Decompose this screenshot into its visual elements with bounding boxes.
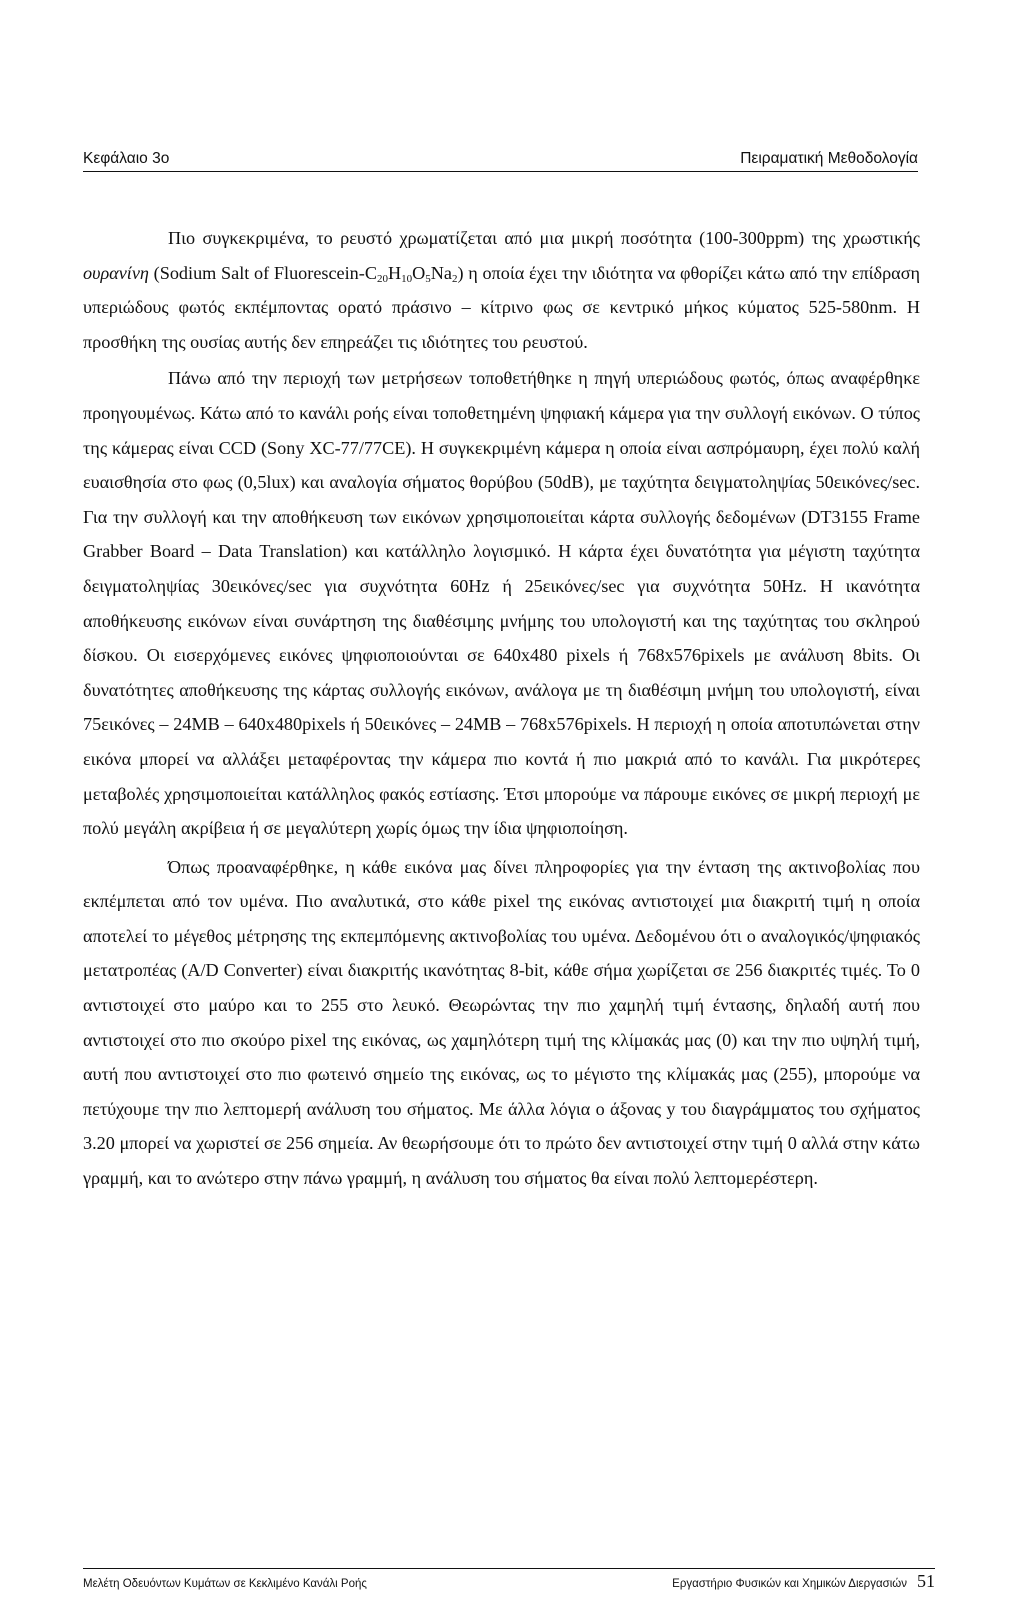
paragraph-3: Όπως προαναφέρθηκε, η κάθε εικόνα μας δίνει πληροφορίες για την ένταση της ακτινοβολίας που εκπέμπεται από τον υμένα. Πιο αναλυτικά, στο κάθε pixel της εικόνας αντιστοιχεί μια διακριτή τιμή η οποία αποτελεί το μέγεθος μέτρησης της εκπεμπόμενης ακτινοβολίας του υμένα. Δεδομένου ότι ο αναλογικός/ψηφιακός μετατροπέας (A/D Converter) είναι διακριτής ικανότητας 8-bit, κάθε σήμα χωρίζεται σε 256 διακριτές τιμές. Το 0 αντιστοιχεί στο μαύρο και το 255 στο λευκό. Θεωρώντας την πιο χαμηλή τιμή έντασης, δηλαδή αυτή που αντιστοιχεί στο πιο σκούρο pixel της εικόνας, ως χαμηλότερη τιμή της κλίμακάς μας (0) και την πιο υψηλή τιμή, αυτή που αντιστοιχεί στο πιο φωτεινό σημείο της εικόνας, ως το μέγιστο της κλίμακάς μας (255), μπορούμε να πετύχουμε την πιο λεπτομερή ανάλυση του σήματος. Με άλλα λόγια ο άξονας y του διαγράμματος του σχήματος 3.20 μπορεί να χωριστεί σε 256 σημεία. Αν θεωρήσουμε ότι το πρώτο δεν αντιστοιχεί στην τιμή 0 αλλά στην κάτω γραμμή, και το ανώτερο στην πάνω γραμμή, η ανάλυση του σήματος θα είναι πολύ λεπτομερέστερη. [83,856,920,1189]
footer-title: Μελέτη Οδευόντων Κυμάτων σε Κεκλιμένο Κανάλι Ροής [83,1578,367,1590]
paragraph-1: Πιο συγκεκριμένα, το ρευστό χρωματίζεται από μια μικρή ποσότητα (100-300ppm) της χρωστικής ουρανίνη (Sodium Salt of Fluorescein-$C_{20}H_{10}O_5Na_2$) η οποία έχει την ιδιότητα να φθορίζει κάτω από την επίδραση υπεριώδους φωτός εκπέμποντας ορατό πράσινο – κίτρινο φως σε κεντρικό μήκος κύματος 525-580nm. Η προσθήκη της ουσίας αυτής δεν επηρεάζει τις ιδιότητες του ρευστού. [83,228,921,352]
page-footer [83,1568,935,1590]
dye-name-italic: ουρανίνη [83,262,149,283]
page-number: 51 [917,1571,935,1591]
footer-lab: Εργαστήριο Φυσικών και Χημικών Διεργασιών [672,1578,907,1590]
chapter-label: Κεφάλαιο 3ο [83,150,170,167]
page-header [83,150,918,172]
paragraph-2: Πάνω από την περιοχή των μετρήσεων τοποθετήθηκε η πηγή υπεριώδους φωτός, όπως αναφέρθηκε προηγουμένως. Κάτω από το κανάλι ροής είναι τοποθετημένη ψηφιακή κάμερα για την συλλογή εικόνων. Ο τύπος της κάμερας είναι CCD (Sony XC-77/77CE). Η συγκεκριμένη κάμερα η οποία είναι ασπρόμαυρη, έχει πολύ καλή ευαισθησία στο φως (0,5lux) και αναλογία σήματος θορύβου (50dB), με ταχύτητα δειγματοληψίας 50εικόνες/sec. Για την συλλογή και την αποθήκευση των εικόνων χρησιμοποιείται κάρτα συλλογής δεδομένων (DT3155 Frame Grabber Board – Data Translation) και κατάλληλο λογισμικό. Η κάρτα έχει δυνατότητα για μέγιστη ταχύτητα δειγματοληψίας 30εικόνες/sec για συχνότητα 60Hz ή 25εικόνες/sec για συχνότητα 50Hz. Η ικανότητα αποθήκευσης εικόνων είναι συνάρτηση της διαθέσιμης μνήμης του υπολογιστή και της ταχύτητας του σκληρού δίσκου. Οι εισερχόμενες εικόνες ψηφιοποιούνται σε 640x480 pixels ή 768x576pixels με ανάλυση 8bits. Οι δυνατότητες αποθήκευσης της κάρτας συλλογής εικόνων, ανάλογα με τη διαθέσιμη μνήμη του υπολογιστή, είναι 75εικόνες – 24MB – 640x480pixels ή 50εικόνες – 24MB – 768x576pixels. Η περιοχή η οποία αποτυπώνεται στην εικόνα μπορεί να αλλάξει μεταφέροντας την κάμερα πιο κοντά ή πιο μακριά από το κανάλι. Για μικρότερες μεταβολές χρησιμοποιείται κατάλληλος φακός εστίασης. Έτσι μπορούμε να πάρουμε εικόνες σε μικρή περιοχή με πολύ μεγάλη ακρίβεια ή σε μεγαλύτερη χωρίς όμως την ίδια ψηφιοποίηση. [83,368,920,839]
section-label: Πειραματική Μεθοδολογία [740,150,918,167]
body-text [83,221,920,1196]
